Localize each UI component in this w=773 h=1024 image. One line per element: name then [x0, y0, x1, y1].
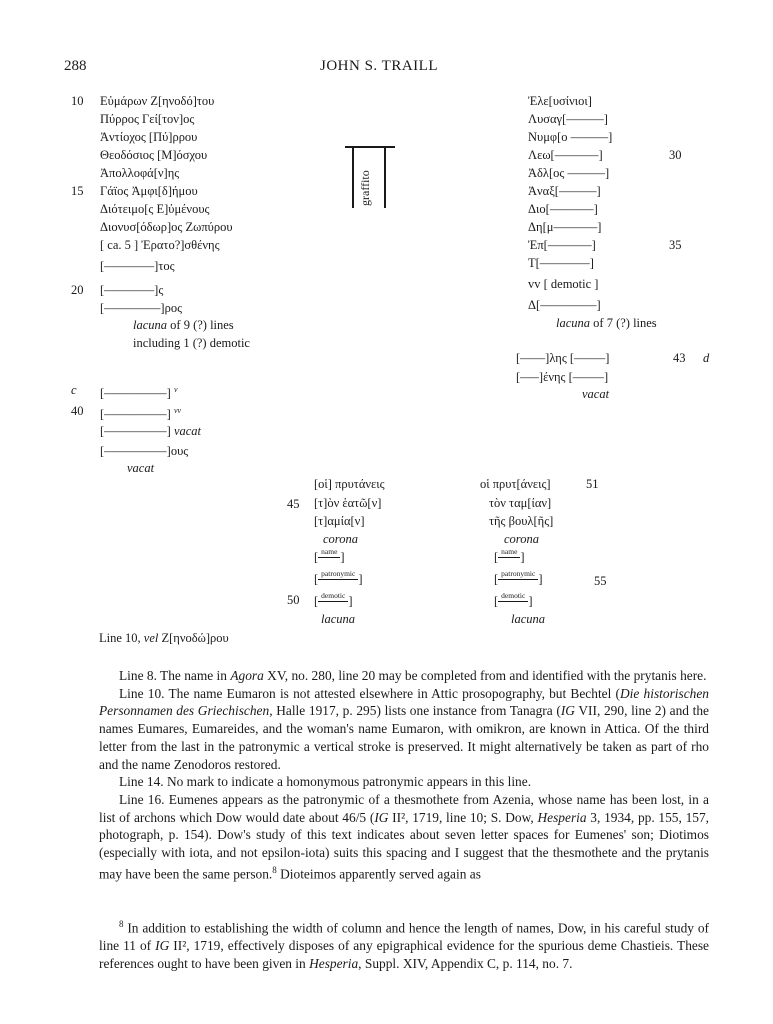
- line-number: 45: [287, 497, 300, 511]
- patronymic-bracket: [ patronymic ]: [494, 569, 543, 586]
- inscription-line: Τ[‒‒‒‒‒‒‒‒]: [528, 256, 594, 270]
- line-number: 15: [71, 184, 84, 198]
- inscription-line: Δ[‒‒‒‒‒‒‒‒‒]: [528, 298, 601, 312]
- inscription-line: vv [ demotic ]: [528, 277, 599, 291]
- inscription-line: Λυσαγ[‒‒‒‒‒‒]: [528, 112, 608, 126]
- lacuna-note: [133, 316, 234, 334]
- inscription-line: Διότειμο[ς Ε]ὐμένους: [100, 202, 210, 216]
- lacuna-note: [556, 314, 657, 332]
- inscription-line: τῆς βουλ[ῆς]: [489, 514, 554, 528]
- vacat-label: vacat: [127, 461, 155, 475]
- commentary: [99, 667, 709, 883]
- lacuna-word: lacuna: [556, 316, 591, 330]
- inscription-line: Θεοδόσιος [Μ]όσχου: [100, 148, 208, 162]
- inscription-line: Διονυσ[όδωρ]ος Ζωπύρου: [100, 220, 233, 234]
- footnote-ref[interactable]: 8: [272, 864, 277, 875]
- inscription-line: Ἀδλ[ος ‒‒‒‒‒‒]: [528, 166, 610, 180]
- inscription-line: [‒‒‒‒‒‒‒‒]τος: [100, 259, 175, 273]
- inscription-line: Ἐλε[υσίνιοι]: [528, 94, 592, 108]
- inscription-line: [‒‒‒‒‒‒‒‒‒]ρος: [100, 301, 183, 315]
- line10-alternative: Line 10, vel Ζ[ηνοδώ]ρου: [99, 631, 229, 645]
- inscription-line: [‒‒‒]ένης [‒‒‒‒‒]: [516, 370, 609, 384]
- commentary-line10: Line 10. The name Eumaron is not attested elsewhere in Attic prosopography, but Bechtel (Die historischen Personnamen des Griechischen, Halle 1917, p. 295) lists one instance from Tanagra (IG VII, 290, line 2) and the names Eumares, Eumareides, and the woman's name Eumaron, with omikron, are known in Attica. Of the third letter from the last in the patronymic a vertical stroke is preserved. It might alternatively be taken as part of rho and the name Zenodoros restored.: [99, 685, 710, 772]
- commentary-line8: Line 8. The name in Agora XV, no. 280, line 20 may be completed from and identified with the prytanis here.: [119, 668, 707, 683]
- line-number: 40: [71, 404, 84, 418]
- running-title: JOHN S. TRAILL: [320, 58, 438, 74]
- graffito-bracket: [345, 146, 395, 208]
- inscription-line: τὸν ταμ[ίαν]: [489, 496, 552, 510]
- line-number: 20: [71, 283, 84, 297]
- footnote: $^8$ In addition to establishing the width of column and hence the length of names, Dow, in his careful study of line 11 of IG II², 1719, effectively disposes of any epigraphical evidence for the spurious deme Chastieis. These references ought to have been given in Hesperia, Suppl. XIV, Appendix C, p. 114, no. 7.: [99, 919, 709, 971]
- footnote-mark: 8: [119, 919, 124, 929]
- lacuna-label: lacuna: [511, 612, 546, 626]
- inscription-line: οἱ πρυτ[άνεις]: [480, 477, 551, 491]
- inscription-line: [‒‒‒‒]λης [‒‒‒‒‒]: [516, 351, 610, 365]
- inscription-line: [οἱ] πρυτάνεις: [314, 477, 385, 491]
- inscription-line: Εὐμάρων Ζ[ηνοδό]του: [100, 94, 215, 108]
- name-bracket: [ name ]: [314, 547, 345, 564]
- including-note: including 1 (?) demotic: [133, 336, 250, 350]
- inscription-line: [‒‒‒‒‒‒‒‒‒‒] $^v$: [100, 385, 178, 401]
- lacuna-count: of 7 (?) lines: [593, 316, 657, 330]
- inscription-line: Ἀπολλοφά[ν]ης: [100, 166, 180, 180]
- lacuna-label: lacuna: [321, 612, 356, 626]
- inscription-line: [τ]αμία[ν]: [314, 514, 365, 528]
- fragment-letter: d: [703, 351, 710, 365]
- inscription-line: Ἀναξ[‒‒‒‒‒‒]: [528, 184, 601, 198]
- inscription-line: Δη[μ‒‒‒‒‒‒‒]: [528, 220, 602, 234]
- line-number: 35: [669, 238, 682, 252]
- inscription-line: Γάϊος Ἀμφι[δ]ήμου: [100, 184, 198, 198]
- demotic-bracket: [ demotic ]: [494, 591, 533, 608]
- inscription-line: Διο[‒‒‒‒‒‒‒]: [528, 202, 598, 216]
- line-number: 50: [287, 593, 300, 607]
- line-number: 43: [673, 351, 686, 365]
- commentary-line16: Line 16. Eumenes appears as the patronymic of a thesmothete from Azenia, whose name has been lost, in a list of archons which Dow would date about 46/5 (IG II², 1719, line 10; S. Dow, Hesperia 3, 1934, pp. 155, 157, photograph, p. 154). Dow's study of this text indicates about seven letter spaces for Eumenes' son; Diotimos (especially with iota, and not epsilon-iota) suits this spacing and I suggest that the thesmothete and the prytanis may have been the same person.$^8$ Dioteimos apparently served again as: [99, 791, 710, 882]
- inscription-line: Ἐπ[‒‒‒‒‒‒‒]: [528, 238, 596, 252]
- inscription-line: Ἀντίοχος [Πύ]ρρου: [100, 130, 198, 144]
- lacuna-word: lacuna: [133, 318, 168, 332]
- inscription-line: [τ]ὸν ἑατῶ[ν]: [314, 496, 382, 510]
- commentary-line14: Line 14. No mark to indicate a homonymous patronymic appears in this line.: [119, 774, 532, 790]
- inscription-line: Νυμφ[ο ‒‒‒‒‒‒]: [528, 130, 613, 144]
- inscription-line: Πύρρος Γεί[τον]ος: [100, 112, 195, 126]
- line-number: 51: [586, 477, 599, 491]
- line-number: 10: [71, 94, 84, 108]
- line-number: 55: [594, 574, 607, 588]
- inscription-line: [‒‒‒‒‒‒‒‒‒‒]ους: [100, 444, 189, 458]
- page-number: 288: [64, 58, 87, 74]
- corona-label: corona: [504, 532, 539, 546]
- inscription-line: [‒‒‒‒‒‒‒‒‒‒] vacat: [100, 424, 202, 438]
- inscription-line: [ ca. 5 ] Ἐρατο?]σθένης: [100, 238, 220, 252]
- name-bracket: [ name ]: [494, 547, 525, 564]
- vacat-label: vacat: [582, 387, 610, 401]
- corona-label: corona: [323, 532, 358, 546]
- inscription-line: Λεω[‒‒‒‒‒‒‒]: [528, 148, 603, 162]
- demotic-bracket: [ demotic ]: [314, 591, 353, 608]
- line-number: 30: [669, 148, 682, 162]
- fragment-letter: c: [71, 383, 77, 397]
- inscription-line: [‒‒‒‒‒‒‒‒‒‒] $^{vv}$: [100, 406, 182, 422]
- graffito-label: graffito: [358, 170, 372, 206]
- patronymic-bracket: [ patronymic ]: [314, 569, 363, 586]
- lacuna-count: of 9 (?) lines: [170, 318, 234, 332]
- inscription-line: [‒‒‒‒‒‒‒‒]ς: [100, 283, 164, 297]
